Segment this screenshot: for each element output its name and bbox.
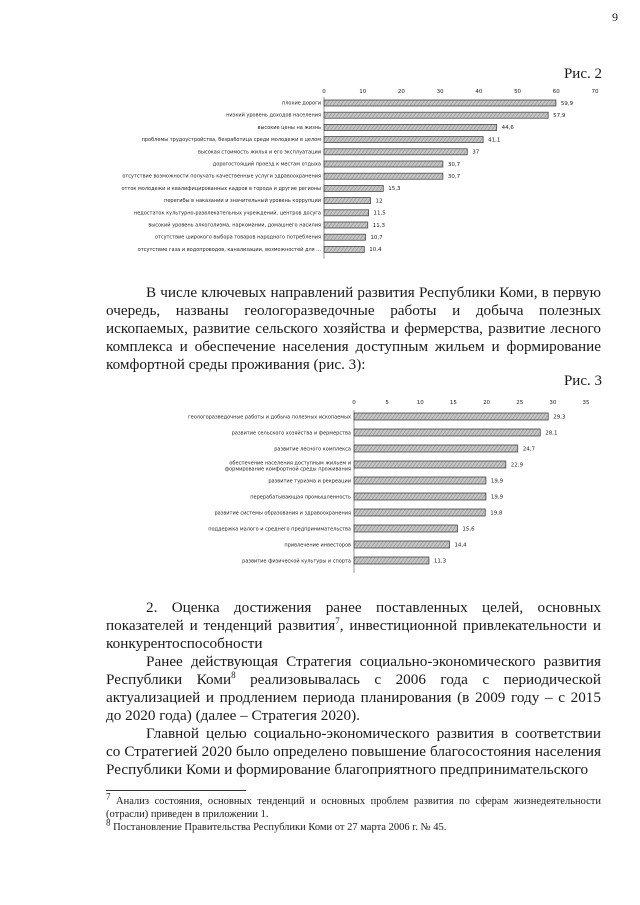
footnote-ref-8: 8 xyxy=(231,669,236,680)
x-tick-label-5: 50 xyxy=(514,89,522,95)
bar-hatch-0 xyxy=(325,101,556,106)
bar-hatch-0 xyxy=(355,414,548,420)
x-tick-label-0: 0 xyxy=(322,89,326,95)
category-label-3 xyxy=(225,460,351,472)
bar-hatch-1 xyxy=(325,113,548,118)
category-label-8: перегибы в наказании и значительный уровень коррупции xyxy=(164,198,321,205)
category-label-6: развитие системы образования и здравоохранения xyxy=(214,510,351,517)
category-label-2: развитие лесного комплекса xyxy=(274,446,351,453)
x-tick-label-7: 70 xyxy=(591,89,599,95)
bar-hatch-4 xyxy=(355,478,486,484)
bar-hatch-9 xyxy=(355,558,429,564)
heading-text-part2: , инвестиционной привлекательности и конкурентоспособности xyxy=(106,617,601,652)
bar-hatch-2 xyxy=(325,125,497,130)
figure-3-label: Рис. 3 xyxy=(563,373,602,389)
x-tick-label-5: 25 xyxy=(516,400,524,406)
value-label-9: 11,5 xyxy=(373,210,386,217)
x-tick-label-2: 20 xyxy=(397,89,405,95)
bar-hatch-2 xyxy=(355,446,518,452)
x-tick-label-4: 40 xyxy=(475,89,483,95)
category-label-1: низкий уровень доходов населения xyxy=(226,112,321,119)
category-label-10: высокий уровень алкоголизма, наркомании, домашнего насилия xyxy=(148,222,321,229)
category-label-4: развитие туризма и рекреации xyxy=(268,478,351,485)
category-label-3-line1: обеспечение населения доступным жильем и xyxy=(229,460,351,467)
value-label-9: 11,3 xyxy=(433,558,447,565)
x-tick-label-4: 20 xyxy=(483,400,491,406)
category-label-9: недостаток культурно-развлекательных учреждений, центров досуга xyxy=(133,210,321,217)
value-label-8: 12 xyxy=(375,198,383,205)
category-label-7: отток молодежи и квалифицированных кадров в города и другие регионы xyxy=(121,185,321,192)
x-tick-label-7: 35 xyxy=(582,400,590,406)
paragraph-strategy-part2: реализовывалась с 2006 года с периодической актуализацией и продлением периода планирования (в 2009 году – с 2015 до 2020 года) (далее – Стратегия 2020). xyxy=(106,671,602,724)
section-heading xyxy=(106,599,601,653)
bar-hatch-8 xyxy=(325,198,370,203)
category-label-4: высокая стоимость жилья и его эксплуатации xyxy=(198,149,321,156)
footnote-mark-7: 7 xyxy=(106,791,111,802)
bar-hatch-12 xyxy=(325,247,364,252)
bar-hatch-8 xyxy=(355,542,449,548)
category-label-5: дорогостоящий проезд к местам отдыха xyxy=(212,161,321,168)
bar-hatch-5 xyxy=(325,162,443,167)
x-tick-label-3: 30 xyxy=(436,89,444,95)
value-label-0: 59,9 xyxy=(560,100,574,107)
category-label-3-line2: формирование комфортной среды проживания xyxy=(224,466,351,473)
figure-2-label: Рис. 2 xyxy=(563,66,602,82)
x-tick-label-6: 60 xyxy=(552,89,560,95)
value-label-4: 19,9 xyxy=(490,478,504,485)
bar-hatch-6 xyxy=(355,510,485,516)
value-label-12: 10,4 xyxy=(369,247,382,254)
bar-hatch-11 xyxy=(325,235,365,240)
value-label-3: 41,1 xyxy=(488,137,501,144)
bar-hatch-10 xyxy=(325,223,368,228)
category-label-8: привлечение инвесторов xyxy=(284,542,351,549)
bar-hatch-6 xyxy=(325,174,443,179)
category-label-7: поддержка малого и среднего предпринимательства xyxy=(208,526,351,533)
figure-2-chart xyxy=(0,84,640,264)
bar-hatch-7 xyxy=(355,526,457,532)
value-label-2: 24,7 xyxy=(522,446,535,453)
value-label-11: 10,7 xyxy=(370,235,383,241)
value-label-0: 29,3 xyxy=(553,414,566,421)
footnote-7-text: Анализ состояния, основных тенденций и основных проблем развития по сферам жизнедеятельности (отрасли) приведен в приложении 1. xyxy=(106,796,601,820)
bar-hatch-1 xyxy=(355,430,540,436)
bar-hatch-3 xyxy=(355,462,506,468)
value-label-7: 15,6 xyxy=(462,526,475,533)
bar-hatch-4 xyxy=(325,149,467,154)
value-label-5: 19,9 xyxy=(490,494,504,501)
paragraph-main-goal: Главной целью социально-экономического развития в соответствии со Стратегией 2020 было определено повышение благосостояния населения Республики Коми и формирование благоприятного предпринимательского xyxy=(106,725,601,778)
category-label-12: отсутствие газа и водопроводов, канализации, возможностей для ... xyxy=(137,246,321,253)
value-label-6: 30,7 xyxy=(447,174,461,180)
bar-hatch-5 xyxy=(355,494,486,500)
x-tick-label-2: 10 xyxy=(416,400,424,406)
footnotes xyxy=(106,791,601,834)
value-label-2: 44,6 xyxy=(501,125,514,132)
bar-hatch-3 xyxy=(325,137,483,142)
footnote-8-text: Постановление Правительства Республики Коми от 27 марта 2006 г. № 45. xyxy=(110,822,447,833)
bar-hatch-7 xyxy=(325,186,383,191)
category-label-11: отсутствие широкого выбора товаров народного потребления xyxy=(154,234,321,241)
page-number: 9 xyxy=(612,10,618,24)
x-tick-label-1: 5 xyxy=(385,400,389,406)
value-label-7: 15,3 xyxy=(388,186,401,193)
category-label-2: высокие цены на жизнь xyxy=(257,124,321,131)
value-label-5: 30,7 xyxy=(447,161,461,168)
x-tick-label-6: 30 xyxy=(549,400,557,406)
paragraph-strategy-part1: Ранее действующая Стратегия социально-экономического развития Республики Коми xyxy=(106,653,601,688)
footnote-7 xyxy=(106,791,601,821)
x-tick-label-1: 10 xyxy=(359,89,367,95)
value-label-1: 28,1 xyxy=(545,430,558,437)
value-label-1: 57,9 xyxy=(553,113,566,119)
footnote-8 xyxy=(106,817,601,834)
value-label-8: 14,4 xyxy=(454,542,467,549)
category-label-6: отсутствие возможности получать качественные услуги здравоохранения xyxy=(122,173,321,180)
x-tick-label-0: 0 xyxy=(352,400,356,406)
footnote-mark-8: 8 xyxy=(106,817,111,828)
heading-text-part1: 2. Оценка достижения ранее поставленных целей, основных показателей и тенденций развития xyxy=(106,599,601,634)
figure-3-chart xyxy=(0,392,640,582)
paragraph-strategy-2020 xyxy=(106,653,601,725)
value-label-6: 19,8 xyxy=(490,510,503,517)
value-label-10: 11,3 xyxy=(372,222,385,229)
category-label-1: развитие сельского хозяйства и фермерства xyxy=(231,430,351,437)
category-label-0: плохие дороги xyxy=(281,100,321,107)
category-label-3: проблемы трудоустройства, безработица среди молодежи в целом xyxy=(141,137,321,144)
footnote-divider xyxy=(106,790,246,791)
bar-hatch-9 xyxy=(325,210,369,215)
category-label-9: развитие физической культуры и спорта xyxy=(242,558,351,565)
value-label-4: 37 xyxy=(472,149,480,156)
footnote-ref-7: 7 xyxy=(335,615,340,626)
category-label-5: перерабатывающая промышленность xyxy=(250,494,351,501)
paragraph-key-directions: В числе ключевых направлений развития Республики Коми, в первую очередь, названы геологоразведочные работы и добыча полезных ископаемых, развитие сельского хозяйства и фермерства, развитие лесного комплекса и обеспечение населения доступным жильем и формирование комфортной среды проживания (рис. 3): xyxy=(106,284,601,373)
x-tick-label-3: 15 xyxy=(449,400,457,406)
category-label-0: геологоразведочные работы и добыча полезных ископаемых xyxy=(188,414,351,421)
value-label-3: 22,9 xyxy=(510,462,524,469)
